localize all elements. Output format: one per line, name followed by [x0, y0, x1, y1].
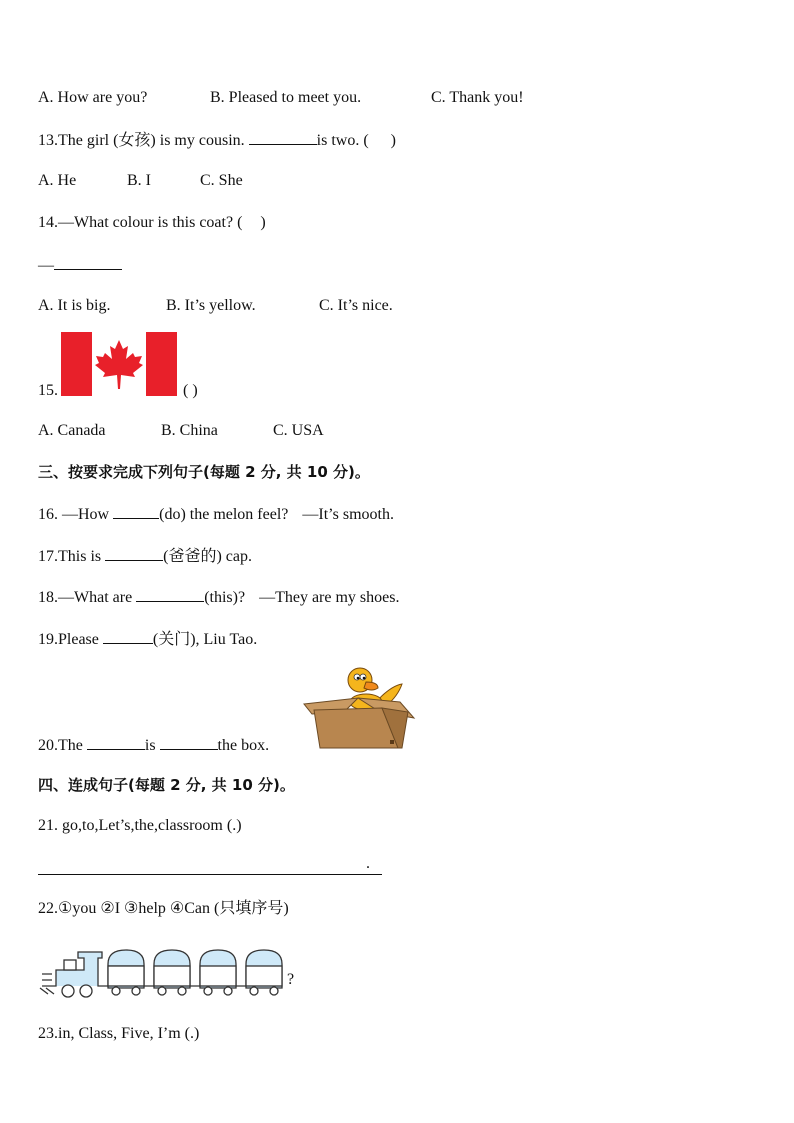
- q13-option-a: A. He: [38, 172, 77, 189]
- q14-option-c: C. It’s nice.: [319, 297, 393, 314]
- q15-option-b: B. China: [161, 422, 218, 439]
- q21-period: .: [366, 855, 370, 872]
- q15-answer-paren[interactable]: ( ): [183, 382, 198, 399]
- q17-blank[interactable]: [105, 546, 163, 561]
- train-image: [38, 944, 290, 1000]
- q20-blank-1[interactable]: [87, 735, 145, 750]
- q19-prefix: 19.Please: [38, 631, 103, 648]
- q20-question: [38, 735, 269, 756]
- q15-option-c: C. USA: [273, 422, 324, 439]
- q17-prefix: 17.This is: [38, 548, 106, 565]
- q23-question: 23.in, Class, Five, I’m (.): [38, 1025, 200, 1042]
- q12-option-a: A. How are you?: [38, 89, 148, 106]
- q19-question: [38, 629, 257, 650]
- q13-question: [38, 130, 396, 151]
- q14-option-b: B. It’s yellow.: [166, 297, 256, 314]
- train-car-3: [200, 950, 236, 995]
- q18-question: [38, 587, 399, 608]
- train-car-1: [108, 950, 144, 995]
- q13-blank[interactable]: [249, 130, 317, 145]
- q22-question-mark: ?: [287, 971, 295, 988]
- q14-option-a: A. It is big.: [38, 297, 111, 314]
- q17-question: [38, 546, 252, 567]
- locomotive-icon: [40, 952, 104, 997]
- q13-option-b: B. I: [127, 172, 151, 189]
- q16-question: [38, 504, 394, 525]
- q16-answer: —It’s smooth.: [302, 506, 394, 523]
- canada-flag-image: [61, 332, 177, 396]
- q21-answer-line[interactable]: [38, 855, 382, 875]
- q13-prefix: 13.The girl (女孩) is my cousin.: [38, 132, 249, 149]
- q14-text: 14.—What colour is this coat? (: [38, 214, 243, 231]
- q13-suffix: is two. (: [316, 132, 369, 149]
- q13-close-paren: ): [390, 132, 396, 149]
- duck-in-box-image: [302, 664, 418, 752]
- q16-prefix: 16. —How: [38, 506, 114, 523]
- q18-prefix: 18.—What are: [38, 589, 137, 606]
- q18-answer: —They are my shoes.: [259, 589, 400, 606]
- q15-option-a: A. Canada: [38, 422, 106, 439]
- q20-suffix: the box.: [217, 737, 270, 754]
- q20-blank-2[interactable]: [160, 735, 218, 750]
- train-car-4: [246, 950, 282, 995]
- q15-number: 15.: [38, 382, 58, 399]
- q13-option-c: C. She: [200, 172, 243, 189]
- q12-option-c: C. Thank you!: [431, 89, 524, 106]
- q17-suffix: (爸爸的) cap.: [163, 548, 252, 565]
- section-3-title: 三、按要求完成下列句子(每题 2 分, 共 10 分)。: [38, 463, 370, 481]
- train-car-2: [154, 950, 190, 995]
- q21-question: 21. go,to,Let’s,the,classroom (.): [38, 817, 242, 834]
- q20-prefix: 20.The: [38, 737, 87, 754]
- q19-blank[interactable]: [103, 629, 153, 644]
- q18-suffix: (this)?: [204, 589, 246, 606]
- q14-dash: —: [38, 257, 54, 274]
- q12-option-b: B. Pleased to meet you.: [210, 89, 362, 106]
- q22-question: 22.①you ②I ③help ④Can (只填序号): [38, 900, 289, 917]
- q14-question: [38, 213, 266, 233]
- q20-middle: is: [144, 737, 160, 754]
- q16-blank[interactable]: [113, 504, 159, 519]
- q14-response-line: [38, 255, 122, 276]
- q19-suffix: (关门), Liu Tao.: [152, 631, 258, 648]
- q16-middle: (do) the melon feel?: [159, 506, 289, 523]
- section-4-title: 四、连成句子(每题 2 分, 共 10 分)。: [38, 776, 295, 794]
- q14-blank[interactable]: [54, 255, 122, 270]
- q14-close-paren: ): [260, 214, 266, 231]
- q18-blank[interactable]: [136, 587, 204, 602]
